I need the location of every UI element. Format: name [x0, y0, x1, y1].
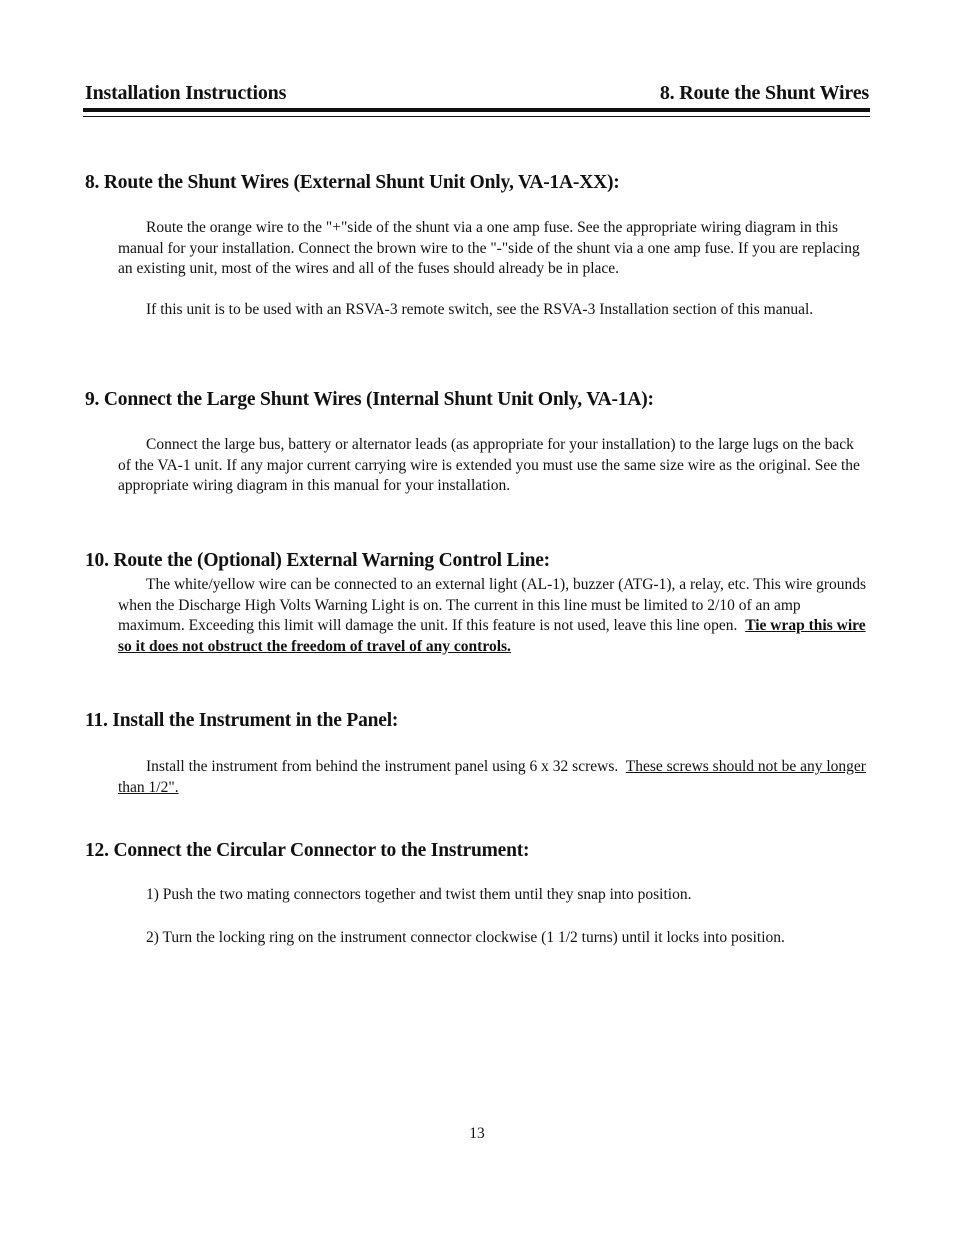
- section-8-paragraph-1: [118, 218, 870, 280]
- section-10-paragraph-1: [118, 575, 870, 657]
- section-9-paragraph-1: [118, 435, 870, 497]
- section-8-paragraph-2-text: If this unit is to be used with an RSVA-3 remote switch, see the RSVA-3 Installation section of this manual.: [146, 301, 814, 318]
- section-9-title: 9. Connect the Large Shunt Wires (Internal Shunt Unit Only, VA-1A):: [85, 389, 654, 410]
- section-11-paragraph-1: [118, 757, 870, 798]
- section-12-title: 12. Connect the Circular Connector to the Instrument:: [85, 840, 530, 861]
- section-11-title: 11. Install the Instrument in the Panel:: [85, 710, 399, 731]
- section-10-paragraph-1-text: The white/yellow wire can be connected to an external light (AL-1), buzzer (ATG-1), a relay, etc. This wire grounds when the Discharge High Volts Warning Light is on. The current in this line must be limited to 2/10 of an amp maximum. Exceeding this limit will damage the unit. If this feature is not used, leave this line open.: [118, 576, 867, 635]
- section-9-paragraph-1-text: Connect the large bus, battery or alternator leads (as appropriate for your installation) to the large lugs on the back of the VA-1 unit. If any major current carrying wire is extended you must use the same size wire as the original. See the appropriate wiring diagram in this manual for your installation.: [118, 436, 860, 495]
- section-8-paragraph-2: [118, 300, 870, 321]
- section-8-paragraph-1-text: Route the orange wire to the "+"side of the shunt via a one amp fuse. See the appropriate wiring diagram in this manual for your installation. Connect the brown wire to the "-"side of the shunt via a one amp fuse. If you are replacing an existing unit, most of the wires and all of the fuses should already be in place.: [118, 219, 860, 278]
- header-rule-thin: [83, 116, 870, 117]
- section-12-step-2: 2) Turn the locking ring on the instrument connector clockwise (1 1/2 turns) until it locks into position.: [146, 929, 785, 946]
- page-number: 13: [469, 1125, 485, 1142]
- running-header-left: Installation Instructions: [85, 82, 287, 104]
- section-8-title: 8. Route the Shunt Wires (External Shunt Unit Only, VA-1A-XX):: [85, 172, 620, 193]
- running-header-right: 8. Route the Shunt Wires: [659, 82, 869, 104]
- header-rule-thick: [83, 108, 870, 112]
- section-12-step-1: 1) Push the two mating connectors together and twist them until they snap into position.: [146, 886, 692, 903]
- section-10-title: 10. Route the (Optional) External Warning Control Line:: [85, 550, 550, 571]
- section-11-paragraph-1-text: Install the instrument from behind the instrument panel using 6 x 32 screws.: [146, 758, 619, 775]
- section-11-emphasis: These screws should not be any longer than 1/2".: [118, 758, 866, 796]
- section-10-emphasis: Tie wrap this wire so it does not obstruct the freedom of travel of any controls.: [118, 617, 866, 655]
